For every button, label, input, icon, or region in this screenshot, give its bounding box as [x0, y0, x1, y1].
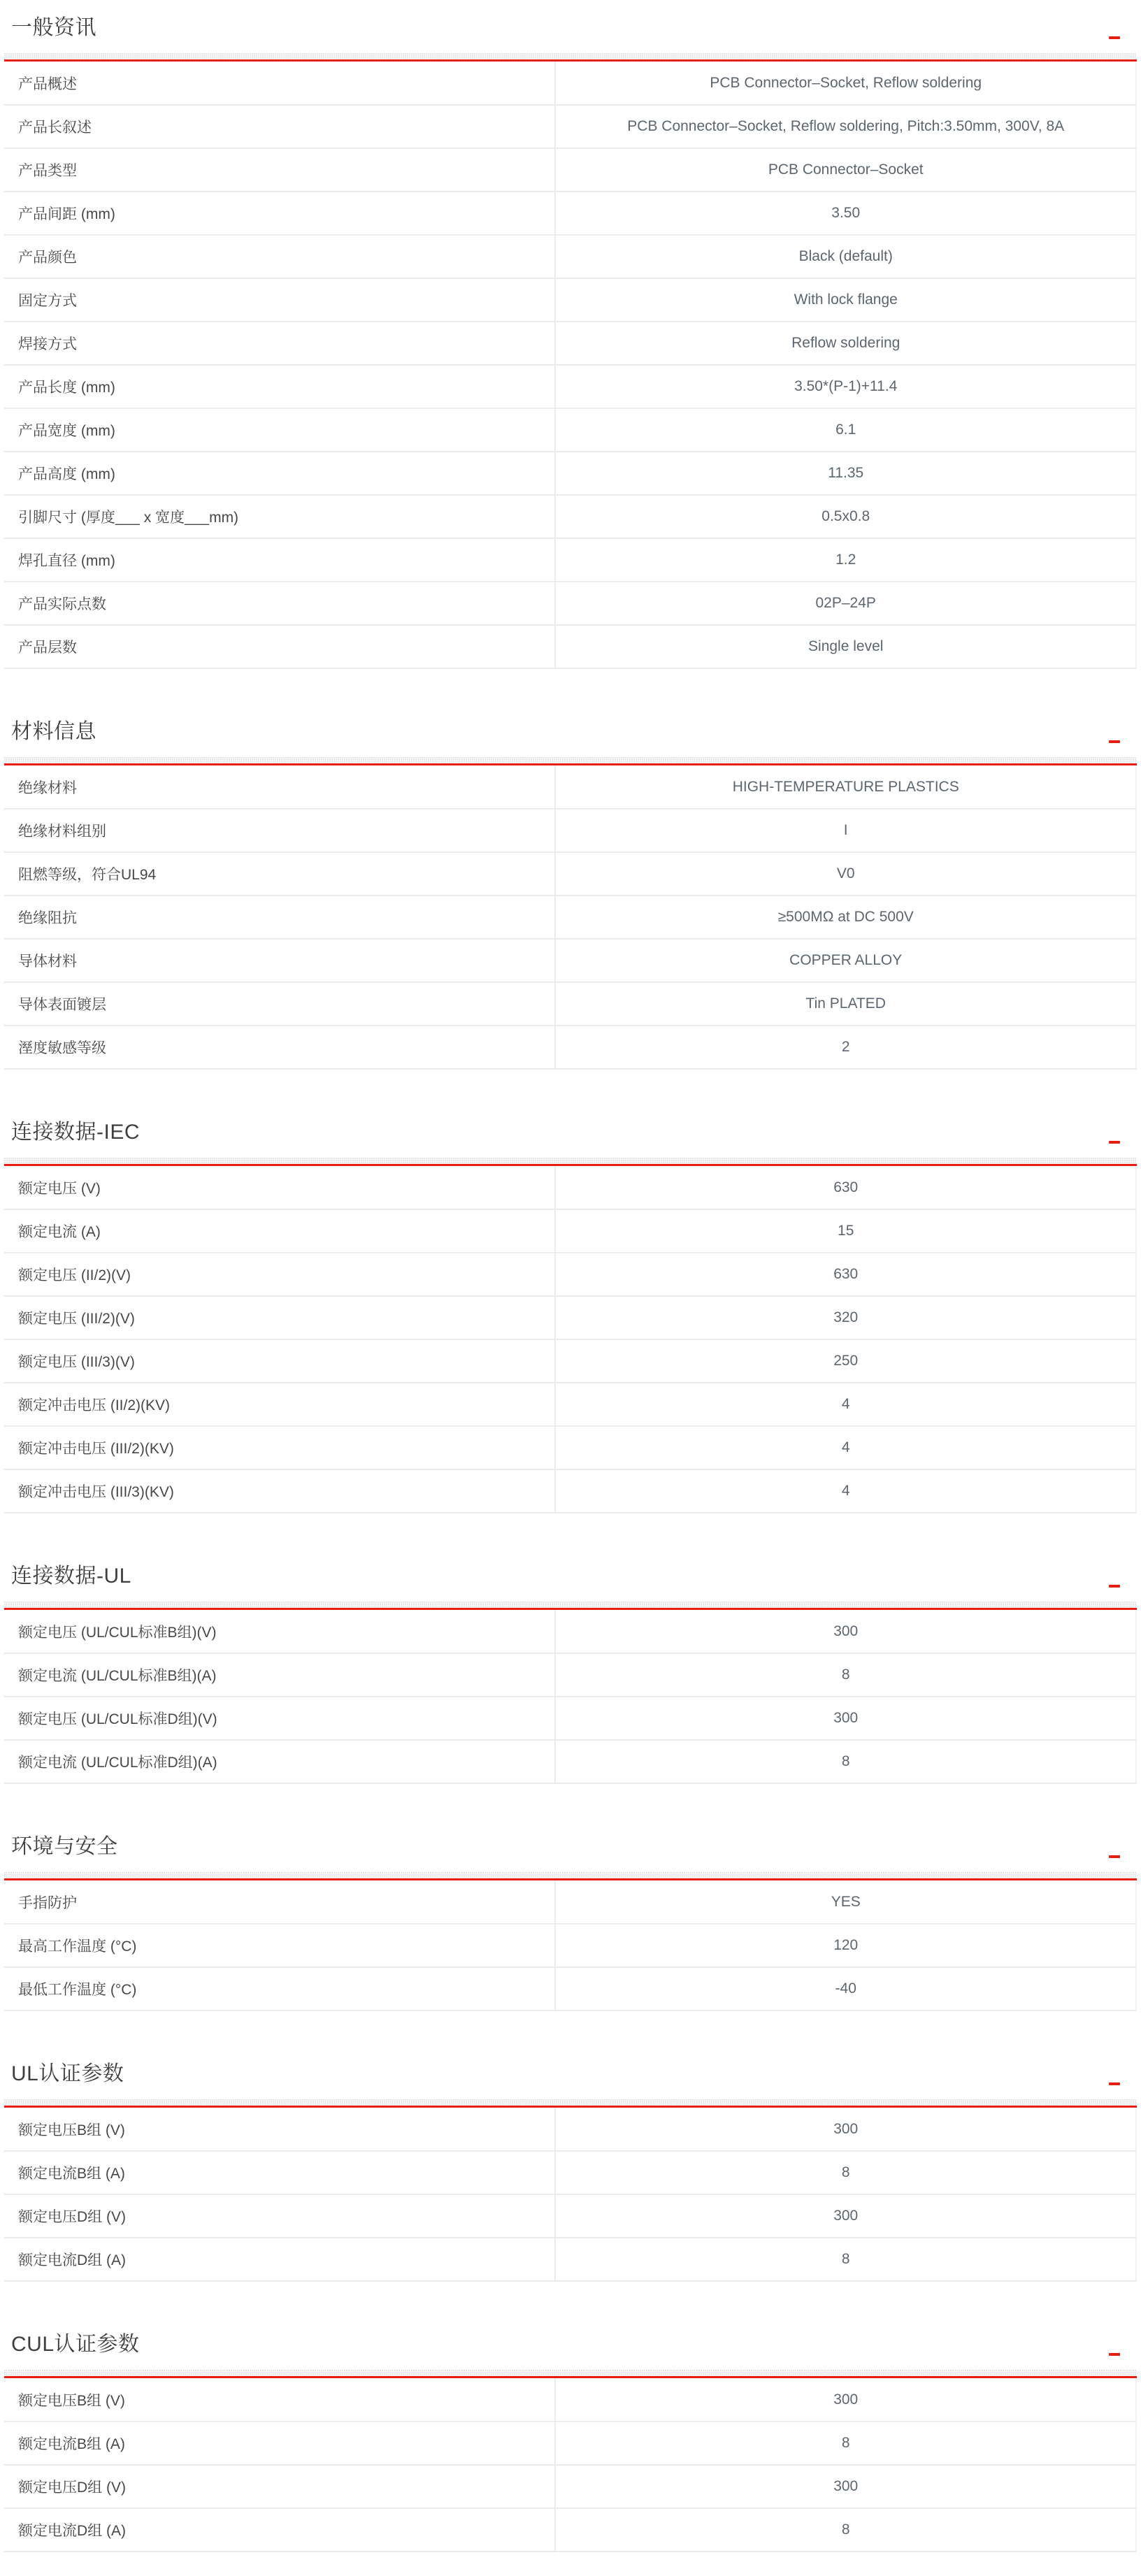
dotted-band: [4, 2369, 1137, 2376]
row-label: 绝缘材料组别: [4, 809, 555, 852]
row-value: YES: [555, 1880, 1136, 1924]
row-label: 额定电流 (UL/CUL标准B组)(A): [4, 1653, 555, 1697]
row-value: 8: [555, 1740, 1136, 1783]
row-label: 额定电压 (V): [4, 1166, 555, 1209]
table-row: [4, 2378, 1136, 2422]
table-row: [4, 538, 1136, 582]
row-value: PCB Connector–Socket, Reflow soldering: [555, 62, 1136, 105]
table-row: [4, 278, 1136, 322]
row-label: 产品高度 (mm): [4, 452, 555, 495]
table-row: [4, 452, 1136, 495]
row-label: 焊孔直径 (mm): [4, 538, 555, 582]
row-label: 导体材料: [4, 939, 555, 982]
row-value: HIGH-TEMPERATURE PLASTICS: [555, 765, 1136, 809]
row-label: 产品间距 (mm): [4, 192, 555, 235]
minus-icon: [1109, 2082, 1120, 2085]
row-label: 额定电压 (III/2)(V): [4, 1296, 555, 1339]
row-value: 8: [555, 2508, 1136, 2552]
row-label: 额定电压 (II/2)(V): [4, 1253, 555, 1296]
row-label: 焊接方式: [4, 322, 555, 365]
minus-icon: [1109, 1585, 1120, 1588]
row-value: 250: [555, 1339, 1136, 1383]
spec-table: [4, 1610, 1137, 1784]
row-label: 额定电压 (III/3)(V): [4, 1339, 555, 1383]
table-row: [4, 1924, 1136, 1967]
row-value: 8: [555, 2151, 1136, 2194]
row-value: COPPER ALLOY: [555, 939, 1136, 982]
collapse-toggle-button[interactable]: [1106, 1137, 1123, 1148]
row-label: 额定电流 (UL/CUL标准D组)(A): [4, 1740, 555, 1783]
section-rule: [4, 1871, 1137, 1880]
dotted-band: [4, 1871, 1137, 1878]
row-label: 产品类型: [4, 148, 555, 192]
section-header: [4, 717, 1137, 747]
table-row: [4, 1653, 1136, 1697]
table-row: [4, 1469, 1136, 1513]
row-label: 额定电压B组 (V): [4, 2378, 555, 2422]
row-label: 导体表面镀层: [4, 982, 555, 1026]
minus-icon: [1109, 740, 1120, 743]
dotted-band: [4, 756, 1137, 763]
row-value: With lock flange: [555, 278, 1136, 322]
row-value: PCB Connector–Socket, Reflow soldering, Pitch:3.50mm, 300V, 8A: [555, 105, 1136, 148]
spec-table: [4, 2108, 1137, 2282]
spec-table: [4, 2378, 1137, 2552]
row-label: 溼度敏感等级: [4, 1026, 555, 1069]
row-value: 2: [555, 1026, 1136, 1069]
row-value: 8: [555, 1653, 1136, 1697]
row-value: 3.50: [555, 192, 1136, 235]
row-label: 额定电压D组 (V): [4, 2194, 555, 2238]
row-label: 产品颜色: [4, 235, 555, 278]
spec-table-body: [4, 1880, 1136, 2010]
row-label: 额定冲击电压 (III/2)(KV): [4, 1426, 555, 1469]
table-row: [4, 1209, 1136, 1253]
table-row: [4, 1166, 1136, 1209]
section-cul-cert-params: [4, 2329, 1137, 2552]
row-label: 产品实际点数: [4, 582, 555, 625]
row-value: 300: [555, 2378, 1136, 2422]
row-value: 8: [555, 2238, 1136, 2281]
table-row: [4, 495, 1136, 538]
collapse-toggle-button[interactable]: [1106, 1851, 1123, 1862]
section-title: 环境与安全: [11, 1835, 118, 1858]
row-value: 8: [555, 2422, 1136, 2465]
row-value: 300: [555, 2465, 1136, 2508]
table-row: [4, 62, 1136, 105]
collapse-toggle-button[interactable]: [1106, 32, 1123, 43]
table-row: [4, 939, 1136, 982]
row-label: 产品宽度 (mm): [4, 408, 555, 452]
section-rule: [4, 2099, 1137, 2108]
section-material-info: [4, 717, 1137, 1070]
row-value: PCB Connector–Socket: [555, 148, 1136, 192]
row-value: Reflow soldering: [555, 322, 1136, 365]
spec-table-body: [4, 765, 1136, 1069]
row-value: 630: [555, 1253, 1136, 1296]
row-value: Tin PLATED: [555, 982, 1136, 1026]
section-rule: [4, 1601, 1137, 1610]
table-row: [4, 1967, 1136, 2010]
spec-table: [4, 765, 1137, 1070]
spec-table: [4, 1166, 1137, 1513]
row-value: -40: [555, 1967, 1136, 2010]
table-row: [4, 148, 1136, 192]
row-label: 最高工作温度 (°C): [4, 1924, 555, 1967]
section-connection-data-iec: [4, 1117, 1137, 1513]
table-row: [4, 408, 1136, 452]
row-label: 产品层数: [4, 625, 555, 668]
table-row: [4, 1383, 1136, 1426]
table-row: [4, 1740, 1136, 1783]
row-label: 额定电流D组 (A): [4, 2238, 555, 2281]
row-label: 额定电流D组 (A): [4, 2508, 555, 2552]
row-label: 最低工作温度 (°C): [4, 1967, 555, 2010]
row-label: 额定电压 (UL/CUL标准B组)(V): [4, 1610, 555, 1653]
row-value: 4: [555, 1469, 1136, 1513]
table-row: [4, 982, 1136, 1026]
row-value: 6.1: [555, 408, 1136, 452]
collapse-toggle-button[interactable]: [1106, 2078, 1123, 2089]
row-label: 额定电流 (A): [4, 1209, 555, 1253]
section-environment-safety: [4, 1832, 1137, 2011]
spec-table: [4, 62, 1137, 669]
table-row: [4, 2108, 1136, 2151]
section-ul-cert-params: [4, 2059, 1137, 2282]
dotted-band: [4, 2099, 1137, 2106]
row-label: 固定方式: [4, 278, 555, 322]
table-row: [4, 1880, 1136, 1924]
table-row: [4, 582, 1136, 625]
section-title: 一般资讯: [11, 16, 96, 39]
row-value: 15: [555, 1209, 1136, 1253]
table-row: [4, 1253, 1136, 1296]
minus-icon: [1109, 1141, 1120, 1144]
row-label: 额定电压 (UL/CUL标准D组)(V): [4, 1697, 555, 1740]
section-connection-data-ul: [4, 1561, 1137, 1784]
row-value: 3.50*(P-1)+11.4: [555, 365, 1136, 408]
section-rule: [4, 756, 1137, 765]
section-rule: [4, 52, 1137, 62]
row-value: 4: [555, 1426, 1136, 1469]
table-row: [4, 1339, 1136, 1383]
table-row: [4, 1296, 1136, 1339]
row-label: 绝缘阻抗: [4, 895, 555, 939]
section-header: [4, 1117, 1137, 1148]
table-row: [4, 2422, 1136, 2465]
row-value: 300: [555, 2108, 1136, 2151]
row-value: Black (default): [555, 235, 1136, 278]
table-row: [4, 2465, 1136, 2508]
spec-table-body: [4, 2108, 1136, 2281]
row-value: Single level: [555, 625, 1136, 668]
section-header: [4, 13, 1137, 43]
collapse-toggle-button[interactable]: [1106, 1581, 1123, 1592]
minus-icon: [1109, 1855, 1120, 1858]
spec-table-body: [4, 1166, 1136, 1513]
row-value: 1.2: [555, 538, 1136, 582]
row-value: 300: [555, 1610, 1136, 1653]
section-title: 连接数据-IEC: [11, 1121, 140, 1144]
row-label: 额定电压D组 (V): [4, 2465, 555, 2508]
row-label: 额定电流B组 (A): [4, 2151, 555, 2194]
row-value: 4: [555, 1383, 1136, 1426]
section-header: [4, 1561, 1137, 1592]
table-row: [4, 765, 1136, 809]
row-label: 额定电流B组 (A): [4, 2422, 555, 2465]
minus-icon: [1109, 2353, 1120, 2356]
row-label: 产品长叙述: [4, 105, 555, 148]
table-row: [4, 192, 1136, 235]
table-row: [4, 1426, 1136, 1469]
row-value: 300: [555, 2194, 1136, 2238]
row-value: V0: [555, 852, 1136, 895]
section-rule: [4, 1157, 1137, 1166]
section-header: [4, 2329, 1137, 2360]
section-title: UL认证参数: [11, 2062, 124, 2085]
section-rule: [4, 2369, 1137, 2378]
section-title: 连接数据-UL: [11, 1564, 131, 1588]
table-row: [4, 365, 1136, 408]
row-value: 0.5x0.8: [555, 495, 1136, 538]
table-row: [4, 1026, 1136, 1069]
row-value: 300: [555, 1697, 1136, 1740]
section-header: [4, 2059, 1137, 2089]
row-label: 阻燃等级，符合UL94: [4, 852, 555, 895]
dotted-band: [4, 52, 1137, 59]
table-row: [4, 2151, 1136, 2194]
section-general-info: [4, 13, 1137, 669]
row-label: 绝缘材料: [4, 765, 555, 809]
minus-icon: [1109, 36, 1120, 39]
row-value: ≥500MΩ at DC 500V: [555, 895, 1136, 939]
dotted-band: [4, 1157, 1137, 1164]
spec-table: [4, 1880, 1137, 2011]
table-row: [4, 1610, 1136, 1653]
table-row: [4, 235, 1136, 278]
row-label: 产品长度 (mm): [4, 365, 555, 408]
table-row: [4, 852, 1136, 895]
dotted-band: [4, 1601, 1137, 1608]
row-label: 产品概述: [4, 62, 555, 105]
spec-table-body: [4, 1610, 1136, 1783]
collapse-toggle-button[interactable]: [1106, 736, 1123, 747]
row-value: 11.35: [555, 452, 1136, 495]
row-label: 额定电压B组 (V): [4, 2108, 555, 2151]
table-row: [4, 2238, 1136, 2281]
row-value: 630: [555, 1166, 1136, 1209]
section-header: [4, 1832, 1137, 1862]
table-row: [4, 2194, 1136, 2238]
table-row: [4, 895, 1136, 939]
section-title: 材料信息: [11, 720, 96, 743]
table-row: [4, 809, 1136, 852]
table-row: [4, 625, 1136, 668]
row-label: 手指防护: [4, 1880, 555, 1924]
spec-table-body: [4, 2378, 1136, 2552]
table-row: [4, 105, 1136, 148]
row-value: 02P–24P: [555, 582, 1136, 625]
spec-table-body: [4, 62, 1136, 668]
row-value: 120: [555, 1924, 1136, 1967]
table-row: [4, 2508, 1136, 2552]
table-row: [4, 1697, 1136, 1740]
table-row: [4, 322, 1136, 365]
row-label: 引脚尺寸 (厚度___ x 宽度___mm): [4, 495, 555, 538]
row-label: 额定冲击电压 (II/2)(KV): [4, 1383, 555, 1426]
row-value: I: [555, 809, 1136, 852]
row-value: 320: [555, 1296, 1136, 1339]
row-label: 额定冲击电压 (III/3)(KV): [4, 1469, 555, 1513]
collapse-toggle-button[interactable]: [1106, 2349, 1123, 2360]
section-title: CUL认证参数: [11, 2333, 140, 2356]
